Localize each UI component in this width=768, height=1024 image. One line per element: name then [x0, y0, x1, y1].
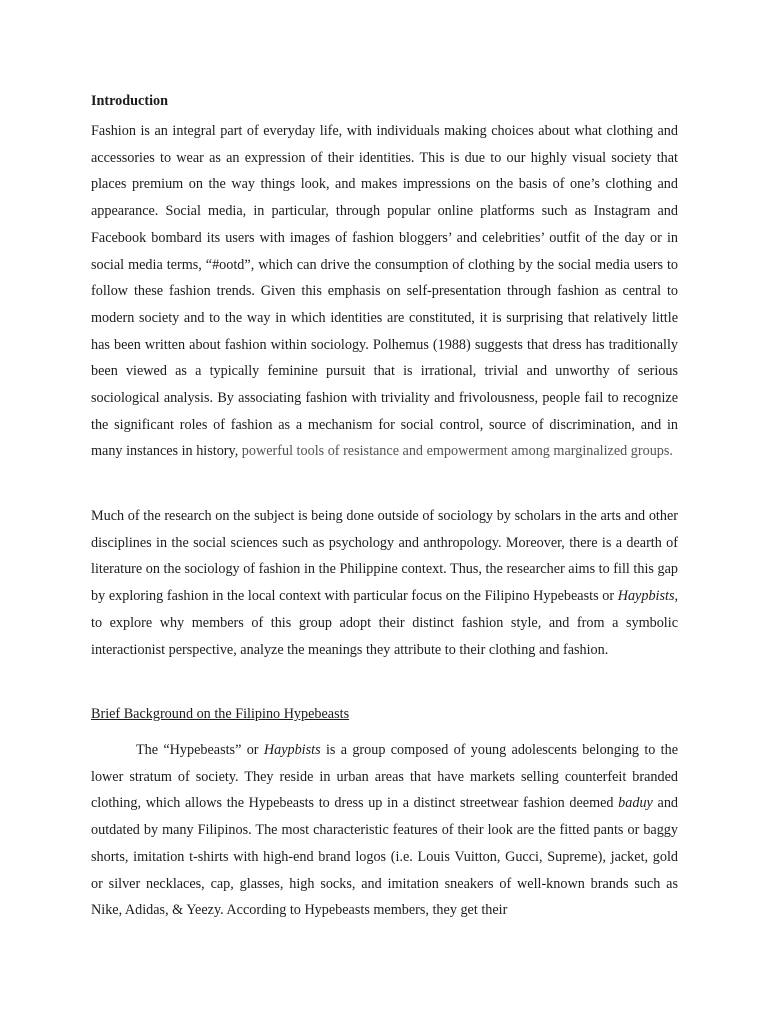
section-heading-introduction: Introduction: [91, 93, 168, 109]
term-baduy: baduy: [618, 795, 653, 812]
paragraph-background-part2: is a group composed of young adolescents belonging to the lower stratum of society. They reside in urban areas that have markets selling counterfeit branded clothing, which allows the Hypebeasts to dress up in a distinct streetwear fashion deemed: [91, 742, 679, 812]
paragraph-background: [91, 737, 678, 924]
paragraph-introduction: [91, 118, 678, 465]
paragraph-research-gap-part2: , to explore why members of this group adopt their distinct fashion style, and from a symbolic interactionist perspective, analyze the meanings they attribute to their clothing and fashion.: [91, 588, 679, 658]
paragraph-background-part3: and outdated by many Filipinos. The most characteristic features of their look are the fitted pants or baggy shorts, imitation t-shirts with high-end brand logos (i.e. Louis Vuitton, Gucci, Supreme), jacket, gold or silver necklaces, cap, glasses, high socks, and imitation sneakers of well-known brands such as Nike, Adidas, & Yeezy. According to Hypebeasts members, they get their: [91, 795, 679, 919]
paragraph-research-gap: [91, 503, 678, 663]
paragraph-background-part1: The “Hypebeasts” or: [136, 742, 259, 758]
paragraph-research-gap-part1: Much of the research on the subject is being done outside of sociology by scholars in the arts and other disciplines in the social sciences such as psychology and anthropology. Moreover, there is a dearth of literature on the sociology of fashion in the Philippine context. Thus, the researcher aims to fill this gap by exploring fashion in the local context with particular focus on the Filipino Hypebeasts or: [91, 508, 678, 605]
paragraph-introduction-tail: powerful tools of resistance and empowerment among marginalized groups.: [241, 443, 673, 460]
paragraph-introduction-main: Fashion is an integral part of everyday life, with individuals making choices about what clothing and accessories to wear as an expression of their identities. This is due to our highly visual society that places premium on the way things look, and makes impressions on the basis of one’s clothing and appearance. Social media, in particular, through popular online platforms such as Instagram and Facebook bombard its users with images of fashion bloggers’ and celebrities’ outfit of the day or in social media terms, “#ootd”, which can drive the consumption of clothing by the social media users to follow these fashion trends. Given this emphasis on self-presentation through fashion as central to modern society and to the way in which identities are constituted, it is surprising that relatively little has been written about fashion within sociology. Polhemus (1988) suggests that dress has traditionally been viewed as a typically feminine pursuit that is irrational, trivial and unworthy of serious sociological analysis. By associating fashion with triviality and frivolousness, people fail to recognize the significant roles of fashion as a mechanism for social control, source of discrimination, and in many instances in history,: [91, 123, 678, 460]
section-subheading-background: Brief Background on the Filipino Hypebeasts: [91, 706, 350, 722]
term-haypbists: Haypbists: [617, 588, 675, 605]
term-haypbists: Haypbists: [263, 742, 321, 758]
